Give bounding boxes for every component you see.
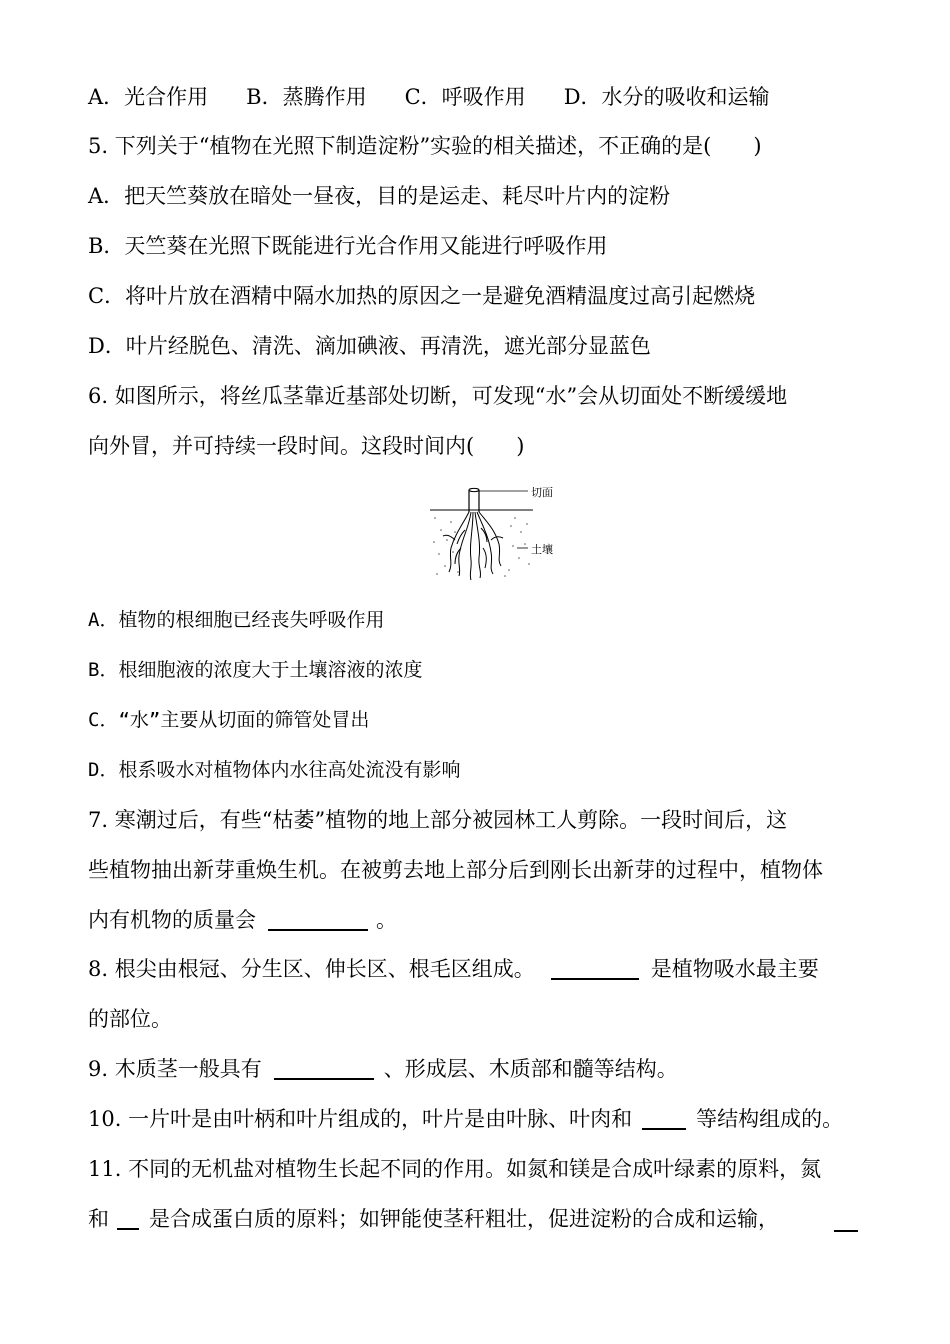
q11-line2: [88, 1204, 779, 1234]
q7-line3-text: 内有机物的质量会: [88, 908, 256, 932]
q7-line1: 7. 寒潮过后，有些“枯萎”植物的地上部分被园林工人剪除。一段时间后，这: [88, 808, 788, 832]
q6-option-a: A．植物的根细胞已经丧失呼吸作用: [88, 609, 385, 631]
q11-answer-blank-1[interactable]: [117, 1206, 139, 1230]
q5-option-d: D．叶片经脱色、清洗、滴加碘液、再清洗，遮光部分显蓝色: [88, 334, 651, 358]
q8-line1-text: 8. 根尖由根冠、分生区、伸长区、根毛区组成。: [88, 957, 535, 981]
q4-option-b: B．蒸腾作用: [246, 85, 367, 109]
q7-line3: [88, 905, 397, 935]
q7-answer-blank[interactable]: [268, 907, 368, 931]
q10-answer-blank[interactable]: [642, 1106, 686, 1130]
q6-option-d: D．根系吸水对植物体内水往高处流没有影响: [88, 759, 461, 781]
q5-option-b: B．天竺葵在光照下既能进行光合作用又能进行呼吸作用: [88, 234, 608, 258]
q10-line: [88, 1104, 843, 1134]
figure-label-cut-surface: 切面: [531, 486, 553, 499]
q8-answer-blank[interactable]: [551, 956, 639, 980]
q9-text: 9. 木质茎一般具有: [88, 1057, 262, 1081]
q4-option-a: A．光合作用: [88, 85, 209, 109]
q11-line2-text: 是合成蛋白质的原料；如钾能使茎秆粗壮，促进淀粉的合成和运输，: [149, 1207, 779, 1231]
q8-line1-end: 是植物吸水最主要: [650, 957, 819, 981]
q6-root-figure: [425, 482, 570, 582]
q7-line2: 些植物抽出新芽重焕生机。在被剪去地上部分后到刚长出新芽的过程中，植物体: [88, 858, 823, 882]
q9-line: [88, 1054, 678, 1084]
q4-option-c: C．呼吸作用: [404, 85, 526, 109]
q6-stem-line2: 向外冒，并可持续一段时间。这段时间内( ): [88, 434, 525, 458]
q5-stem: 5. 下列关于“植物在光照下制造淀粉”实验的相关描述，不正确的是( ): [88, 134, 762, 158]
figure-label-soil: 土壤: [531, 543, 553, 556]
q10-text: 10. 一片叶是由叶柄和叶片组成的，叶片是由叶脉、叶肉和: [88, 1107, 633, 1131]
q11-answer-blank-2[interactable]: [834, 1208, 858, 1232]
q4-options-row: [88, 82, 770, 112]
q5-option-a: A．把天竺葵放在暗处一昼夜，目的是运走、耗尽叶片内的淀粉: [88, 184, 671, 208]
q8-line1: [88, 954, 819, 984]
q8-line2: 的部位。: [88, 1007, 172, 1031]
q9-answer-blank[interactable]: [274, 1056, 374, 1080]
q6-stem-line1: 6. 如图所示，将丝瓜茎靠近基部处切断，可发现“水”会从切面处不断缓缓地: [88, 384, 788, 408]
q6-option-b: B．根细胞液的浓度大于土壤溶液的浓度: [88, 659, 423, 681]
q4-option-d: D．水分的吸收和运输: [563, 85, 770, 109]
q10-text-end: 等结构组成的。: [696, 1107, 844, 1131]
q9-text-end: 、形成层、木质部和髓等结构。: [383, 1057, 678, 1081]
q11-line1: 11. 不同的无机盐对植物生长起不同的作用。如氮和镁是合成叶绿素的原料，氮: [88, 1157, 822, 1181]
q6-option-c: C．“水”主要从切面的筛管处冒出: [88, 709, 370, 731]
q11-line2-start: 和: [88, 1207, 109, 1231]
q7-line3-end: 。: [376, 908, 397, 932]
q5-option-c: C．将叶片放在酒精中隔水加热的原因之一是避免酒精温度过高引起燃烧: [88, 284, 756, 308]
